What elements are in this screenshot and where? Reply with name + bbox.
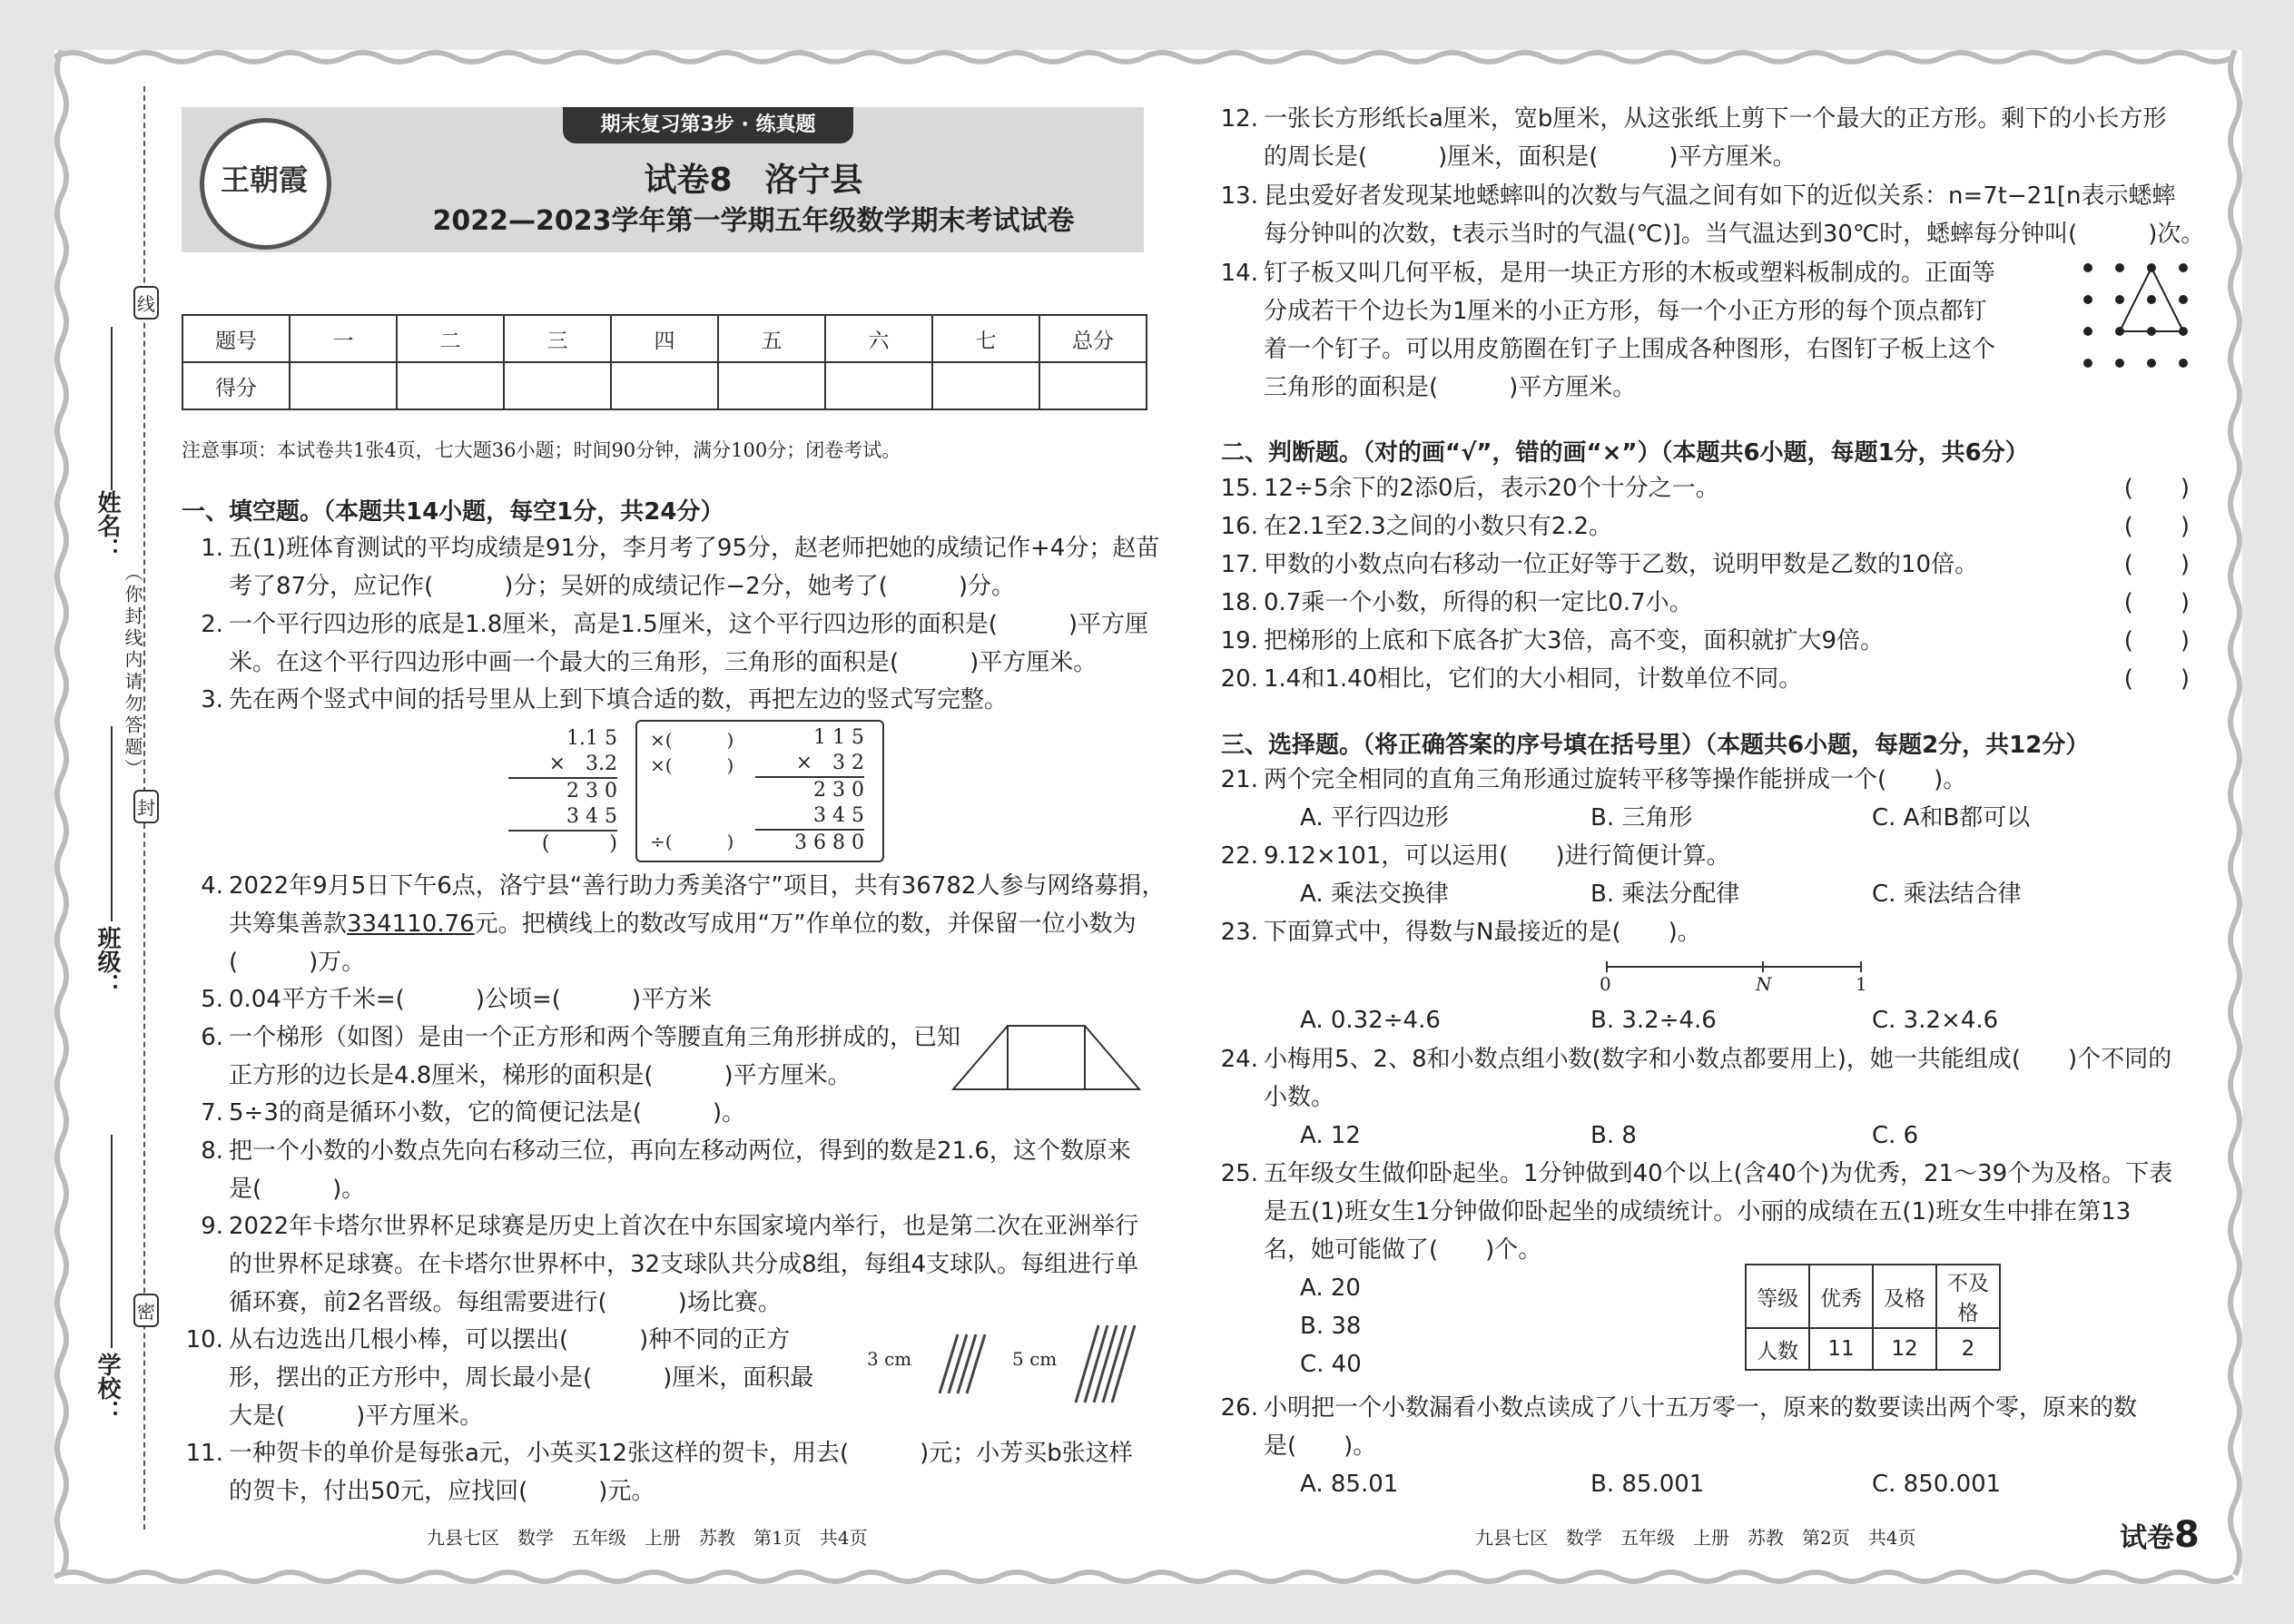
calc-op: ÷( ) xyxy=(650,831,734,852)
q-number: 20. xyxy=(1220,665,1258,693)
table-cell: 及格 xyxy=(1873,1265,1936,1328)
dense-mark: 密 xyxy=(133,1294,159,1327)
option-b[interactable]: B. 三角形 xyxy=(1590,804,1693,832)
answer-paren[interactable]: ( ) xyxy=(2123,551,2190,578)
calc-lines xyxy=(755,725,864,856)
option-b[interactable]: B. 8 xyxy=(1590,1122,1637,1149)
judge-item xyxy=(1216,469,2197,507)
q-text: 循环赛，前2名晋级。每组需要进行( )场比赛。 xyxy=(229,1289,782,1316)
q-text: 两个完全相同的直角三角形通过旋转平移等操作能拼成一个( )。 xyxy=(1264,766,1967,793)
judge-item xyxy=(1216,507,2197,546)
option-a[interactable]: A. 85.01 xyxy=(1300,1471,1399,1498)
question-22 xyxy=(1216,837,2197,913)
q-text: 是( )。 xyxy=(1264,1432,1377,1460)
q-number: 9. xyxy=(201,1213,223,1240)
situp-data-row xyxy=(1746,1328,2000,1370)
paper-badge-number: 8 xyxy=(2174,1514,2200,1556)
q-text: 在2.1至2.3之间的小数只有2.2。 xyxy=(1264,513,1613,540)
q-text: 1.4和1.40相比，它们的大小相同，计数单位不同。 xyxy=(1264,665,1803,693)
option-b[interactable]: B. 乘法分配律 xyxy=(1590,881,1740,908)
q-text: 小梅用5、2、8和小数点组小数(数字和小数点都要用上)，她一共能组成( )个不同的 xyxy=(1264,1046,2172,1073)
question-6 xyxy=(182,1019,960,1095)
option-a[interactable]: A. 12 xyxy=(1300,1122,1361,1149)
question-1 xyxy=(182,529,1159,605)
score-cell[interactable] xyxy=(1039,362,1147,409)
question-5 xyxy=(182,980,712,1019)
question-8 xyxy=(182,1132,1131,1208)
calc-ops xyxy=(650,727,733,854)
q-text: 五年级女生做仰卧起坐。1分钟做到40个以上(含40个)为优秀，21～39个为及格。下表 xyxy=(1264,1160,2173,1187)
q-text: 钉子板又叫几何平板，是用一块正方形的木板或塑料板制成的。正面等 xyxy=(1264,260,1996,287)
q-number: 3. xyxy=(201,686,223,714)
calc-op: ×( ) xyxy=(650,729,734,751)
option-b[interactable]: B. 3.2÷4.6 xyxy=(1590,1007,1717,1034)
sticks-3cm xyxy=(921,1330,994,1398)
option-c[interactable]: C. 850.001 xyxy=(1872,1471,2002,1498)
notice: 注意事项：本试卷共1张4页，七大题36小题；时间90分钟，满分100分；闭卷考试。 xyxy=(182,439,901,461)
score-cell[interactable] xyxy=(932,362,1039,409)
section-3-title: 三、选择题。（将正确答案的序号填在括号里）（本题共6小题，每题2分，共12分） xyxy=(1221,732,2090,759)
q-number: 15. xyxy=(1220,475,1258,502)
calc-line: 2 3 0 xyxy=(813,779,864,802)
school-field[interactable] xyxy=(111,1135,113,1348)
header-cell: 一 xyxy=(290,315,397,362)
question-21 xyxy=(1216,761,2197,837)
q-text: 共筹集善款 xyxy=(229,910,348,938)
q-number: 8. xyxy=(201,1137,223,1165)
header-cell: 二 xyxy=(397,315,504,362)
option-c[interactable]: C. 40 xyxy=(1300,1351,1362,1378)
q-text: 一种贺卡的单价是每张a元，小英买12张这样的贺卡，用去( )元；小芳买b张这样 xyxy=(229,1440,1133,1467)
q-text: ( )万。 xyxy=(229,949,366,976)
question-26 xyxy=(1216,1389,2197,1503)
option-b[interactable]: B. 38 xyxy=(1300,1313,1362,1340)
q-text: 的周长是( )厘米，面积是( )平方厘米。 xyxy=(1264,143,1797,171)
table-cell: 11 xyxy=(1809,1328,1873,1370)
q-text: 甲数的小数点向右移动一位正好等于乙数，说明甲数是乙数的10倍。 xyxy=(1264,551,1979,578)
q-text: 米。在这个平行四边形中画一个最大的三角形，三角形的面积是( )平方厘米。 xyxy=(229,649,1098,676)
question-25 xyxy=(1216,1155,2197,1383)
judge-item xyxy=(1216,622,2197,660)
calc-line: 3 6 8 0 xyxy=(794,832,864,854)
header-cell: 四 xyxy=(611,315,718,362)
q-number: 7. xyxy=(201,1099,223,1127)
header-cell: 七 xyxy=(932,315,1039,362)
score-cell[interactable] xyxy=(290,362,397,409)
exam-title: 试卷8 洛宁县 xyxy=(644,162,863,199)
question-2 xyxy=(182,605,1148,682)
question-23 xyxy=(1216,913,2197,951)
q-number: 24. xyxy=(1220,1046,1258,1073)
q-text: 的世界杯足球赛。在卡塔尔世界杯中，32支球队共分成8组，每组4支球队。每组进行单 xyxy=(229,1251,1139,1278)
q-text: 的贺卡，付出50元，应找回( )元。 xyxy=(229,1478,655,1505)
q-text: 小数。 xyxy=(1264,1084,1335,1111)
judge-item xyxy=(1216,546,2197,584)
no-answer-note: （你封线内请勿答题） xyxy=(122,563,143,781)
calc-line: 1.1 5 xyxy=(566,727,617,750)
banner: 期末复习第3步 · 练真题 xyxy=(563,107,853,143)
question-4 xyxy=(182,867,1165,981)
table-cell: 12 xyxy=(1873,1328,1936,1370)
q-number: 26. xyxy=(1220,1394,1258,1422)
score-table xyxy=(182,314,1147,410)
seal-mark: 封 xyxy=(133,790,159,823)
q-text: 一张长方形纸长a厘米，宽b厘米，从这张纸上剪下一个最大的正方形。剩下的小长方形 xyxy=(1264,105,2167,133)
q-number: 12. xyxy=(1220,105,1258,133)
answer-paren[interactable]: ( ) xyxy=(2123,589,2190,616)
school-label: 学校： xyxy=(94,1353,121,1423)
paper-badge xyxy=(2120,1514,2200,1556)
q-text: 把一个小数的小数点先向右移动三位，再向左移动两位，得到的数是21.6，这个数原来 xyxy=(229,1137,1131,1165)
name-label: 姓名： xyxy=(94,490,121,561)
score-row xyxy=(182,362,1147,409)
q-number: 4. xyxy=(201,872,223,900)
q-text: 形，摆出的正方形中，周长最小是( )厘米，面积最 xyxy=(229,1364,814,1392)
answer-paren[interactable]: ( ) xyxy=(2123,513,2190,540)
option-a[interactable]: A. 20 xyxy=(1300,1275,1361,1302)
q-text: 大是( )平方厘米。 xyxy=(229,1403,484,1430)
question-7 xyxy=(182,1094,745,1132)
score-cell[interactable] xyxy=(397,362,504,409)
judge-item xyxy=(1216,584,2197,622)
geoboard-figure xyxy=(2079,259,2197,372)
table-cell: 2 xyxy=(1936,1328,2000,1370)
q-number: 13. xyxy=(1220,182,1258,210)
q-text: 先在两个竖式中间的括号里从上到下填合适的数，再把左边的竖式写完整。 xyxy=(229,686,1009,714)
answer-paren[interactable]: ( ) xyxy=(2123,665,2190,693)
tick-n: N xyxy=(1756,973,1772,995)
table-cell: 人数 xyxy=(1746,1328,1809,1370)
question-12 xyxy=(1216,100,2166,176)
calc-line: ( ) xyxy=(541,832,617,855)
q-text: 0.04平方千米=( )公顷=( )平方米 xyxy=(229,986,713,1013)
q-text: 正方形的边长是4.8厘米，梯形的面积是( )平方厘米。 xyxy=(229,1062,852,1089)
question-14 xyxy=(1216,254,1995,407)
header-cell: 总分 xyxy=(1039,315,1147,362)
option-b[interactable]: B. 85.001 xyxy=(1590,1471,1705,1498)
q-text: 是( )。 xyxy=(229,1176,366,1203)
q-number: 19. xyxy=(1220,627,1258,655)
stick-label-5cm: 5 cm xyxy=(1012,1348,1058,1370)
q-number: 10. xyxy=(185,1326,223,1353)
q-text: 12÷5余下的2添0后，表示20个十分之一。 xyxy=(1264,475,1719,502)
logo-text: 王朝霞 xyxy=(221,162,309,197)
situp-header-row xyxy=(1746,1265,2000,1328)
q-text: 是五(1)班女生1分钟做仰卧起坐的成绩统计。小丽的成绩在五(1)班女生中排在第13 xyxy=(1264,1198,2132,1225)
calc-line: 1 1 5 xyxy=(813,726,864,749)
question-24 xyxy=(1216,1040,2197,1155)
calc-line: × 3.2 xyxy=(508,752,617,779)
vertical-calc-left xyxy=(508,726,617,857)
header-cell: 题号 xyxy=(182,315,290,362)
q-text: 每分钟叫的次数，t表示当时的气温(℃)]。当气温达到30℃时，蟋蟀每分钟叫( )次。 xyxy=(1264,221,2205,248)
score-cell[interactable] xyxy=(504,362,611,409)
question-11 xyxy=(182,1434,1133,1511)
footer-right: 九县七区 数学 五年级 上册 苏教 第2页 共4页 xyxy=(1475,1527,1916,1549)
footer-left: 九县七区 数学 五年级 上册 苏教 第1页 共4页 xyxy=(427,1527,868,1549)
line-mark: 线 xyxy=(133,286,159,320)
logo xyxy=(200,118,331,250)
q-number: 1. xyxy=(201,535,223,562)
option-a[interactable]: A. 乘法交换律 xyxy=(1300,881,1449,908)
score-header-row xyxy=(182,315,1147,362)
calc-line: 3 4 5 xyxy=(508,804,617,832)
q-text: 下面算式中，得数与N最接近的是( )。 xyxy=(1264,919,1701,946)
vertical-calc-right xyxy=(635,720,884,862)
question-10 xyxy=(182,1321,813,1435)
question-9 xyxy=(182,1207,1138,1322)
tick-1: 1 xyxy=(1856,973,1867,995)
sticks-5cm xyxy=(1062,1321,1144,1407)
option-c[interactable]: C. 6 xyxy=(1872,1122,1919,1149)
q-number: 11. xyxy=(185,1440,223,1467)
q-number: 6. xyxy=(201,1024,223,1051)
score-cell[interactable] xyxy=(611,362,718,409)
q-text: 名，她可能做了( )个。 xyxy=(1264,1236,1542,1264)
q-number: 2. xyxy=(201,611,223,638)
underlined-number: 334110.76 xyxy=(347,910,475,938)
q-text: 五(1)班体育测试的平均成绩是91分，李月考了95分，赵老师把她的成绩记作+4分；赵苗 xyxy=(229,535,1160,562)
score-cell[interactable] xyxy=(718,362,825,409)
q-text: 三角形的面积是( )平方厘米。 xyxy=(1264,374,1637,401)
question-23-options xyxy=(1216,1001,2197,1039)
score-row-label: 得分 xyxy=(182,362,290,409)
question-3 xyxy=(182,681,1008,719)
q-text: 2022年卡塔尔世界杯足球赛是历史上首次在中东国家境内举行，也是第二次在亚洲举行 xyxy=(229,1213,1139,1240)
q-number: 18. xyxy=(1220,589,1258,616)
q-number: 21. xyxy=(1220,766,1258,793)
calc-op: ×( ) xyxy=(650,754,734,776)
option-a[interactable]: A. 平行四边形 xyxy=(1300,804,1449,832)
table-cell: 不及格 xyxy=(1936,1265,2000,1328)
q-text: 9.12×101，可以运用( )进行简便计算。 xyxy=(1264,842,1730,870)
q-text: 考了87分，应记作( )分；吴妍的成绩记作−2分，她考了( )分。 xyxy=(229,573,1015,600)
table-cell: 优秀 xyxy=(1809,1265,1873,1328)
q-text: 把梯形的上底和下底各扩大3倍，高不变，面积就扩大9倍。 xyxy=(1264,627,1885,655)
question-13 xyxy=(1216,177,2204,253)
section-1-title: 一、填空题。（本题共14小题，每空1分，共24分） xyxy=(182,498,724,526)
q-text: 0.7乘一个小数，所得的积一定比0.7小。 xyxy=(1264,589,1693,616)
section-2-title: 二、判断题。（对的画“√”，错的画“×”）（本题共6小题，每题1分，共6分） xyxy=(1221,439,2029,467)
q-number: 25. xyxy=(1220,1160,1258,1187)
option-a[interactable]: A. 0.32÷4.6 xyxy=(1300,1007,1441,1034)
q-number: 23. xyxy=(1220,919,1258,946)
paper-badge-text: 试卷 xyxy=(2120,1522,2174,1554)
q-text: 小明把一个小数漏看小数点读成了八十五万零一，原来的数要读出两个零，原来的数 xyxy=(1264,1394,2138,1422)
q-number: 14. xyxy=(1220,260,1258,287)
class-field[interactable] xyxy=(111,726,113,921)
q-number: 16. xyxy=(1220,513,1258,540)
q-number: 22. xyxy=(1220,842,1258,870)
q-number: 17. xyxy=(1220,551,1258,578)
exam-subtitle: 2022—2023学年第一学期五年级数学期末考试试卷 xyxy=(432,205,1075,237)
option-c[interactable]: C. 乘法结合律 xyxy=(1872,881,2022,908)
name-field[interactable] xyxy=(111,327,113,490)
q-text: 着一个钉子。可以用皮筋圈在钉子上围成各种图形，右图钉子板上这个 xyxy=(1264,336,1996,363)
q-text: 元。把横线上的数改写成用“万”作单位的数，并保留一位小数为 xyxy=(474,910,1137,938)
q-text: 从右边选出几根小棒，可以摆出( )种不同的正方 xyxy=(229,1326,791,1353)
header-cell: 六 xyxy=(825,315,932,362)
q-text: 昆虫爱好者发现某地蟋蟀叫的次数与气温之间有如下的近似关系：n=7t−21[n表示蟋蟀 xyxy=(1264,182,2176,210)
calc-line: 3 4 5 xyxy=(755,803,864,831)
answer-paren[interactable]: ( ) xyxy=(2123,627,2190,655)
header-cell: 五 xyxy=(718,315,825,362)
judge-item xyxy=(1216,660,2197,698)
situp-table xyxy=(1745,1264,2001,1371)
trapezoid-figure xyxy=(949,1021,1148,1094)
tick-0: 0 xyxy=(1600,973,1611,995)
option-c[interactable]: C. A和B都可以 xyxy=(1872,804,2031,832)
q-text: 一个平行四边形的底是1.8厘米，高是1.5厘米，这个平行四边形的面积是( )平方厘 xyxy=(229,611,1148,638)
q-number: 5. xyxy=(201,986,223,1013)
q-text: 5÷3的商是循环小数，它的简便记法是( )。 xyxy=(229,1099,746,1127)
calc-line: × 3 2 xyxy=(755,751,864,778)
answer-paren[interactable]: ( ) xyxy=(2123,475,2190,502)
class-label: 班级： xyxy=(94,926,121,997)
header-cell: 三 xyxy=(504,315,611,362)
table-cell: 等级 xyxy=(1746,1265,1809,1328)
q-text: 分成若干个边长为1厘米的小正方形，每一个小正方形的每个顶点都钉 xyxy=(1264,298,1987,325)
score-cell[interactable] xyxy=(825,362,932,409)
option-c[interactable]: C. 3.2×4.6 xyxy=(1872,1007,1999,1034)
calc-line: 2 3 0 xyxy=(566,780,617,802)
number-line xyxy=(1598,958,1870,976)
q-text: 2022年9月5日下午6点，洛宁县“善行助力秀美洛宁”项目，共有36782人参与网络募捐， xyxy=(229,872,1166,900)
stick-label-3cm: 3 cm xyxy=(867,1348,912,1370)
q-text: 一个梯形（如图）是由一个正方形和两个等腰直角三角形拼成的，已知 xyxy=(229,1024,961,1051)
